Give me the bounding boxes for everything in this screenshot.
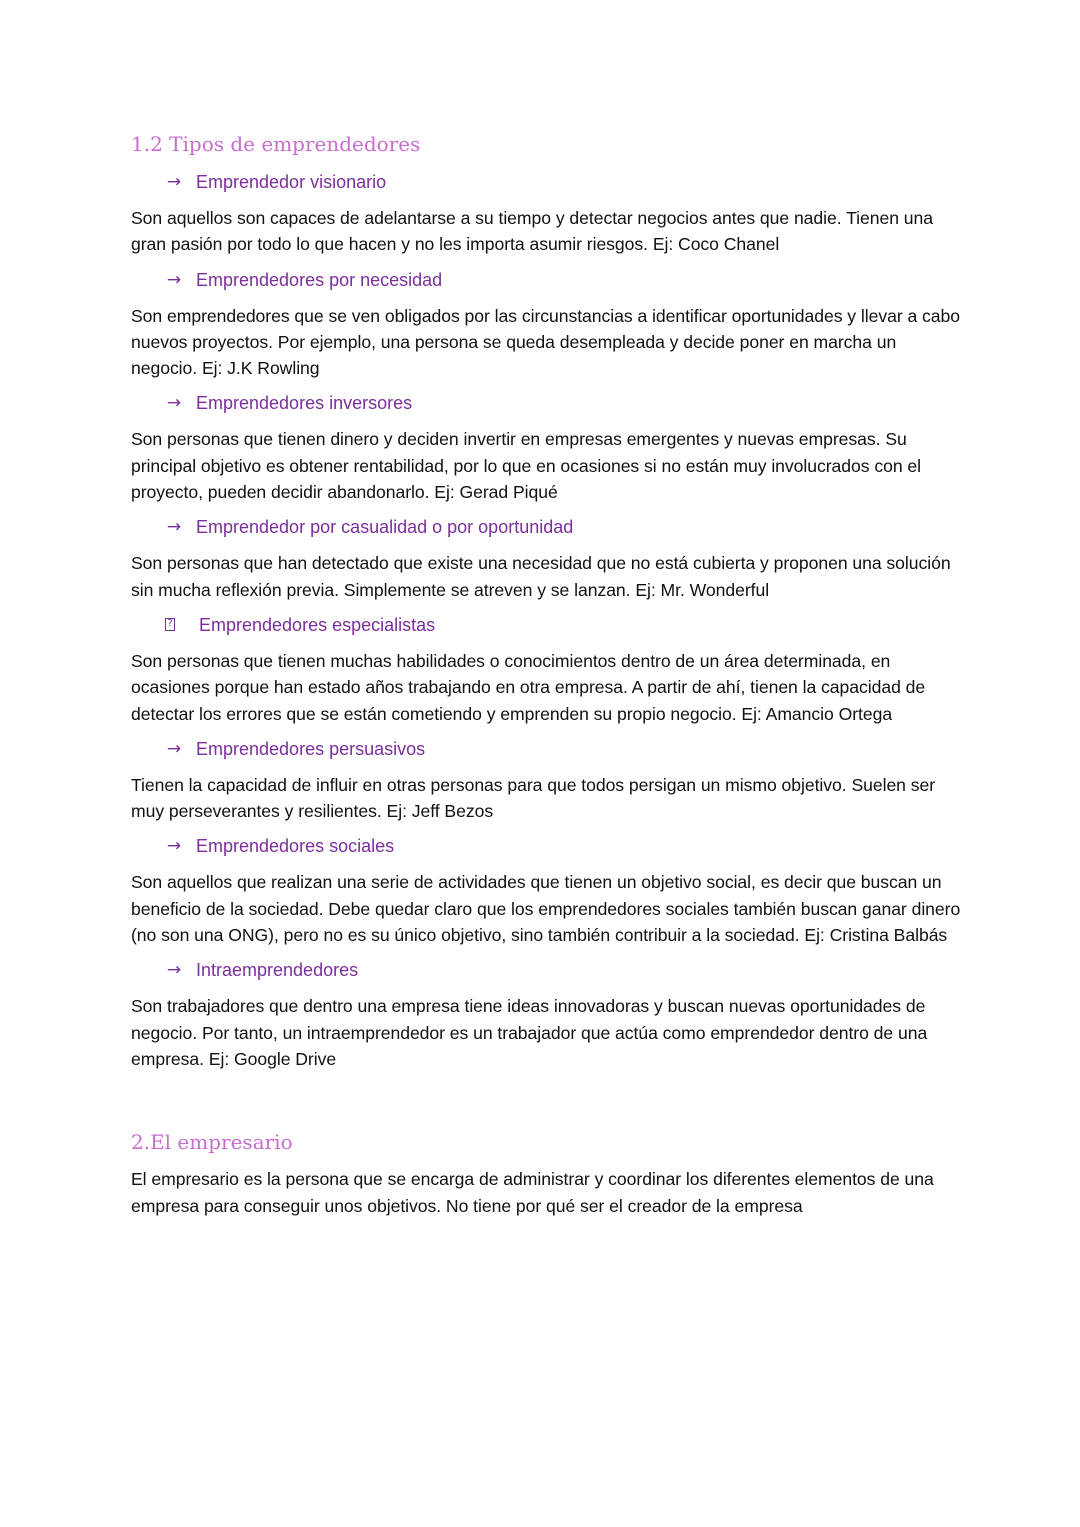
document-page: [131, 128, 961, 1219]
paragraph-visionario: Son aquellos son capaces de adelantarse a su tiempo y detectar negocios antes que nadie. Tienen una gran pasión por todo lo que hacen y no les importa asumir riesgos. Ej: Coco Chanel: [131, 208, 933, 255]
subheading-label: Emprendedores persuasivos: [196, 738, 426, 759]
subheading-inversores: [163, 390, 961, 416]
subheading-label: Emprendedores inversores: [196, 393, 413, 414]
subheading-intraemprendedores: [163, 957, 961, 983]
subheading-necesidad: [163, 267, 961, 293]
arrow-right-icon: →: [166, 172, 182, 192]
paragraph-intraemprendedores: Son trabajadores que dentro una empresa tiene ideas innovadoras y buscan nuevas oportunidades de negocio. Por tanto, un intraemprendedor es un trabajador que actúa como emprendedor dentro de una empresa. Ej: Google Drive: [131, 996, 928, 1069]
subheading-label: Intraemprendedores: [196, 960, 359, 981]
paragraph-inversores: Son personas que tienen dinero y deciden invertir en empresas emergentes y nuevas empresas. Su principal objetivo es obtener rentabilidad, por lo que en ocasiones si no están muy involucrados con el proyecto, pueden decidir abandonarlo. Ej: Gerad Piqué: [131, 429, 921, 503]
subheading-especialistas: [163, 612, 961, 638]
arrow-right-icon: →: [166, 960, 182, 981]
paragraph-especialistas: Son personas que tienen muchas habilidades o conocimientos dentro de un área determinada, en ocasiones porque han estado años trabajando en otra empresa. A partir de ahí, tienen la capacidad de detectar los errores que se están cometiendo y emprenden su propio negocio. Ej: Amancio Ortega: [131, 650, 926, 724]
paragraph-sociales: Son aquellos que realizan una serie de actividades que tienen un objetivo social, es decir que buscan un beneficio de la sociedad. Debe quedar claro que los emprendedores sociales también buscan ganar dinero (no son una ONG), pero no es su único objetivo, sino también contribuir a la sociedad. Ej: Cristina Balbás: [131, 872, 961, 946]
subheading-label: Emprendedores por necesidad: [196, 269, 443, 290]
subheading-label: Emprendedor visionario: [196, 172, 387, 192]
subheading-label: Emprendedores sociales: [196, 836, 395, 857]
paragraph-persuasivos: Tienen la capacidad de influir en otras personas para que todos persigan un mismo objetivo. Suelen ser muy perseverantes y resilientes. Ej: Jeff Bezos: [131, 774, 936, 822]
subheading-casualidad: [163, 514, 961, 540]
arrow-right-icon: →: [166, 836, 182, 857]
subheading-visionario: [163, 169, 961, 195]
subheading-label: Emprendedor por casualidad o por oportunidad: [196, 517, 574, 538]
paragraph-casualidad: Son personas que han detectado que existe una necesidad que no está cubierta y proponen una solución sin mucha reflexión previa. Simplemente se atreven y se lanzan. Ej: Mr. Wonderful: [131, 553, 951, 600]
arrow-right-icon: →: [166, 738, 182, 759]
paragraph-necesidad: Son emprendedores que se ven obligados por las circunstancias a identificar oportunidades y llevar a cabo nuevos proyectos. Por ejemplo, una persona se queda desempleada y decide poner en marcha un negocio. Ej: J.K Rowling: [131, 305, 961, 379]
section-title-empresario: 2.El empresario: [131, 1130, 293, 1155]
subheading-sociales: [163, 833, 961, 859]
arrow-right-icon: →: [166, 393, 182, 414]
missing-glyph-icon: ?: [165, 618, 175, 631]
paragraph-empresario: El empresario es la persona que se encarga de administrar y coordinar los diferentes elementos de una empresa para conseguir unos objetivos. No tiene por qué ser el creador de la empresa: [131, 1169, 934, 1216]
arrow-right-icon: →: [166, 269, 182, 290]
subheading-persuasivos: [163, 736, 961, 762]
subheading-label: Emprendedores especialistas: [199, 614, 436, 635]
section-title-tipos: 1.2 Tipos de emprendedores: [131, 132, 421, 156]
arrow-right-icon: →: [166, 517, 182, 538]
